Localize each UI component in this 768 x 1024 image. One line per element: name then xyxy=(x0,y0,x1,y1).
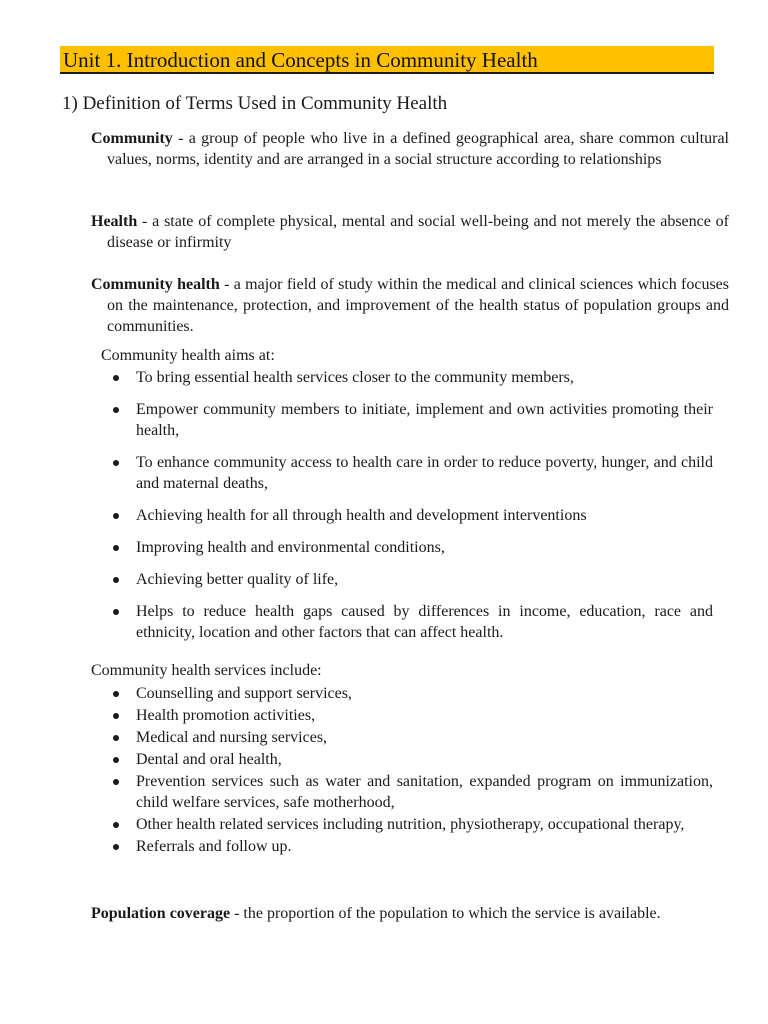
bullet-icon xyxy=(113,713,119,719)
term-definition: - the proportion of the population to which the service is available. xyxy=(230,905,661,922)
unit-header-bar xyxy=(60,46,714,74)
definition-community-health xyxy=(91,274,729,337)
services-list xyxy=(111,683,713,858)
definition-community xyxy=(91,128,729,170)
list-item: Achieving better quality of life, xyxy=(111,569,713,590)
list-item: Other health related services including nutrition, physiotherapy, occupational therapy, xyxy=(111,814,713,835)
list-item: To enhance community access to health care in order to reduce poverty, hunger, and child and maternal deaths, xyxy=(111,452,713,494)
bullet-icon xyxy=(113,609,119,615)
aims-list xyxy=(111,367,713,654)
bullet-icon xyxy=(113,545,119,551)
list-item: Counselling and support services, xyxy=(111,683,713,704)
list-item: To bring essential health services closer to the community members, xyxy=(111,367,713,388)
section-title: 1) Definition of Terms Used in Community Health xyxy=(62,93,448,114)
bullet-icon xyxy=(113,779,119,785)
bullet-icon xyxy=(113,735,119,741)
term-name: Health xyxy=(91,213,138,230)
definition-population-coverage xyxy=(91,903,729,924)
bullet-icon xyxy=(113,757,119,763)
bullet-icon xyxy=(113,691,119,697)
bullet-icon xyxy=(113,513,119,519)
bullet-icon xyxy=(113,375,119,381)
list-item: Empower community members to initiate, implement and own activities promoting their health, xyxy=(111,399,713,441)
bullet-icon xyxy=(113,577,119,583)
list-item: Dental and oral health, xyxy=(111,749,713,770)
bullet-icon xyxy=(113,822,119,828)
term-definition: - a state of complete physical, mental and social well-being and not merely the absence of disease or infirmity xyxy=(107,213,729,251)
term-definition: - a major field of study within the medical and clinical sciences which focuses on the maintenance, protection, and improvement of the health status of population groups and communities. xyxy=(107,276,729,335)
list-item: Referrals and follow up. xyxy=(111,836,713,857)
term-definition: - a group of people who live in a defined geographical area, share common cultural values, norms, identity and are arranged in a social structure according to relationships xyxy=(107,130,729,168)
list-item: Achieving health for all through health and development interventions xyxy=(111,505,713,526)
list-item: Health promotion activities, xyxy=(111,705,713,726)
bullet-icon xyxy=(113,407,119,413)
bullet-icon xyxy=(113,460,119,466)
term-name: Population coverage xyxy=(91,905,231,922)
aims-intro: Community health aims at: xyxy=(101,347,275,364)
unit-title: Unit 1. Introduction and Concepts in Community Health xyxy=(63,48,538,72)
services-intro: Community health services include: xyxy=(91,662,322,679)
list-item: Medical and nursing services, xyxy=(111,727,713,748)
definition-health xyxy=(91,211,729,253)
list-item: Prevention services such as water and sanitation, expanded program on immunization, child welfare services, safe motherhood, xyxy=(111,771,713,813)
list-item: Improving health and environmental conditions, xyxy=(111,537,713,558)
list-item: Helps to reduce health gaps caused by differences in income, education, race and ethnicity, location and other factors that can affect health. xyxy=(111,601,713,643)
term-name: Community xyxy=(91,130,173,147)
bullet-icon xyxy=(113,844,119,850)
term-name: Community health xyxy=(91,276,220,293)
